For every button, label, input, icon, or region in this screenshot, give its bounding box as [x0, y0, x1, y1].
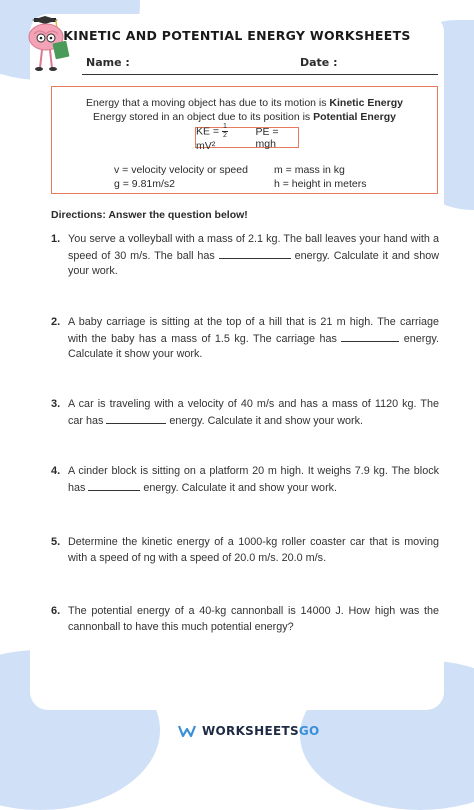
date-label: Date : — [300, 56, 338, 69]
answer-blank[interactable] — [88, 480, 140, 491]
var-velocity: v = velocity velocity or speed — [114, 164, 248, 176]
ke-prefix: KE = — [196, 125, 220, 138]
question-text — [68, 464, 439, 496]
kinetic-definition — [52, 97, 437, 109]
potential-term: Potential Energy — [313, 111, 396, 123]
answer-blank[interactable] — [341, 331, 399, 342]
question-text-start: A cinder block is sitting on a platform 20 m high. It weighs 7.9 kg. The block has — [68, 465, 439, 494]
answer-blank[interactable] — [219, 248, 291, 259]
question-text-start: You serve a volleyball with a mass of 2.1 kg. The ball leaves your hand with a speed of 30 m/s. The ball has — [68, 233, 439, 262]
var-height: h = height in meters — [274, 178, 367, 190]
fraction-denominator: 2 — [222, 132, 227, 139]
question-text-end: energy. Calculate it and show your work. — [140, 481, 338, 494]
var-mass: m = mass in kg — [274, 164, 345, 176]
question-text-end: energy. Calculate it and show your work. — [166, 414, 364, 427]
question-text-start: A car is traveling with a velocity of 40 m/s and has a mass of 1120 kg. The car has — [68, 398, 439, 427]
directions: Directions: Answer the question below! — [51, 209, 248, 221]
potential-definition — [52, 111, 437, 123]
question-text-end: energy. Calculate it and show your work. — [68, 249, 440, 277]
footer-logo — [178, 724, 320, 738]
ke-suffix: mV² — [196, 140, 216, 152]
var-gravity: g = 9.81m/s2 — [114, 178, 175, 190]
question-number: 4. — [51, 465, 61, 477]
ke-formula — [196, 123, 246, 152]
worksheetsgo-logo-icon — [178, 725, 196, 737]
question-text-start: A baby carriage is sitting at the top of a hill that is 21 m high. The carriage with the baby has a mass of 1.5 kg. The carriage has — [68, 316, 439, 345]
potential-definition-text: Energy stored in an object due to its position is — [93, 111, 314, 123]
answer-blank[interactable] — [106, 413, 166, 424]
question-number: 6. — [51, 605, 61, 617]
fraction-numerator: 1 — [222, 123, 227, 130]
question-text — [68, 397, 439, 429]
ke-fraction — [222, 123, 228, 140]
question-number: 1. — [51, 233, 61, 245]
kinetic-term: Kinetic Energy — [329, 97, 403, 109]
kinetic-definition-text: Energy that a moving object has due to its motion is — [86, 97, 330, 109]
brand-accent: GO — [298, 724, 320, 738]
brand-main: WORKSHEETS — [202, 724, 299, 738]
brand-name — [202, 724, 320, 738]
page-title: KINETIC AND POTENTIAL ENERGY WORKSHEETS — [63, 28, 411, 43]
question-number: 5. — [51, 536, 61, 548]
question-text — [68, 315, 439, 363]
pe-formula: PE = mgh — [255, 125, 279, 150]
question-number: 2. — [51, 316, 61, 328]
question-text: Determine the kinetic energy of a 1000-kg roller coaster car that is moving with a speed of ng with a speed of 20.0 m/s. 20.0 m/s. — [68, 536, 439, 564]
question-text — [68, 232, 439, 280]
info-box — [51, 86, 438, 194]
formula-box — [195, 123, 299, 152]
question-number: 3. — [51, 398, 61, 410]
brain-mascot-icon — [26, 16, 76, 74]
question-text: The potential energy of a 40-kg cannonball is 14000 J. How high was the cannonball to have this much potential energy? — [68, 605, 439, 633]
name-label: Name : — [86, 56, 130, 69]
name-date-row — [82, 52, 438, 75]
question-text-end: energy. Calculate it show your work. — [68, 332, 439, 360]
